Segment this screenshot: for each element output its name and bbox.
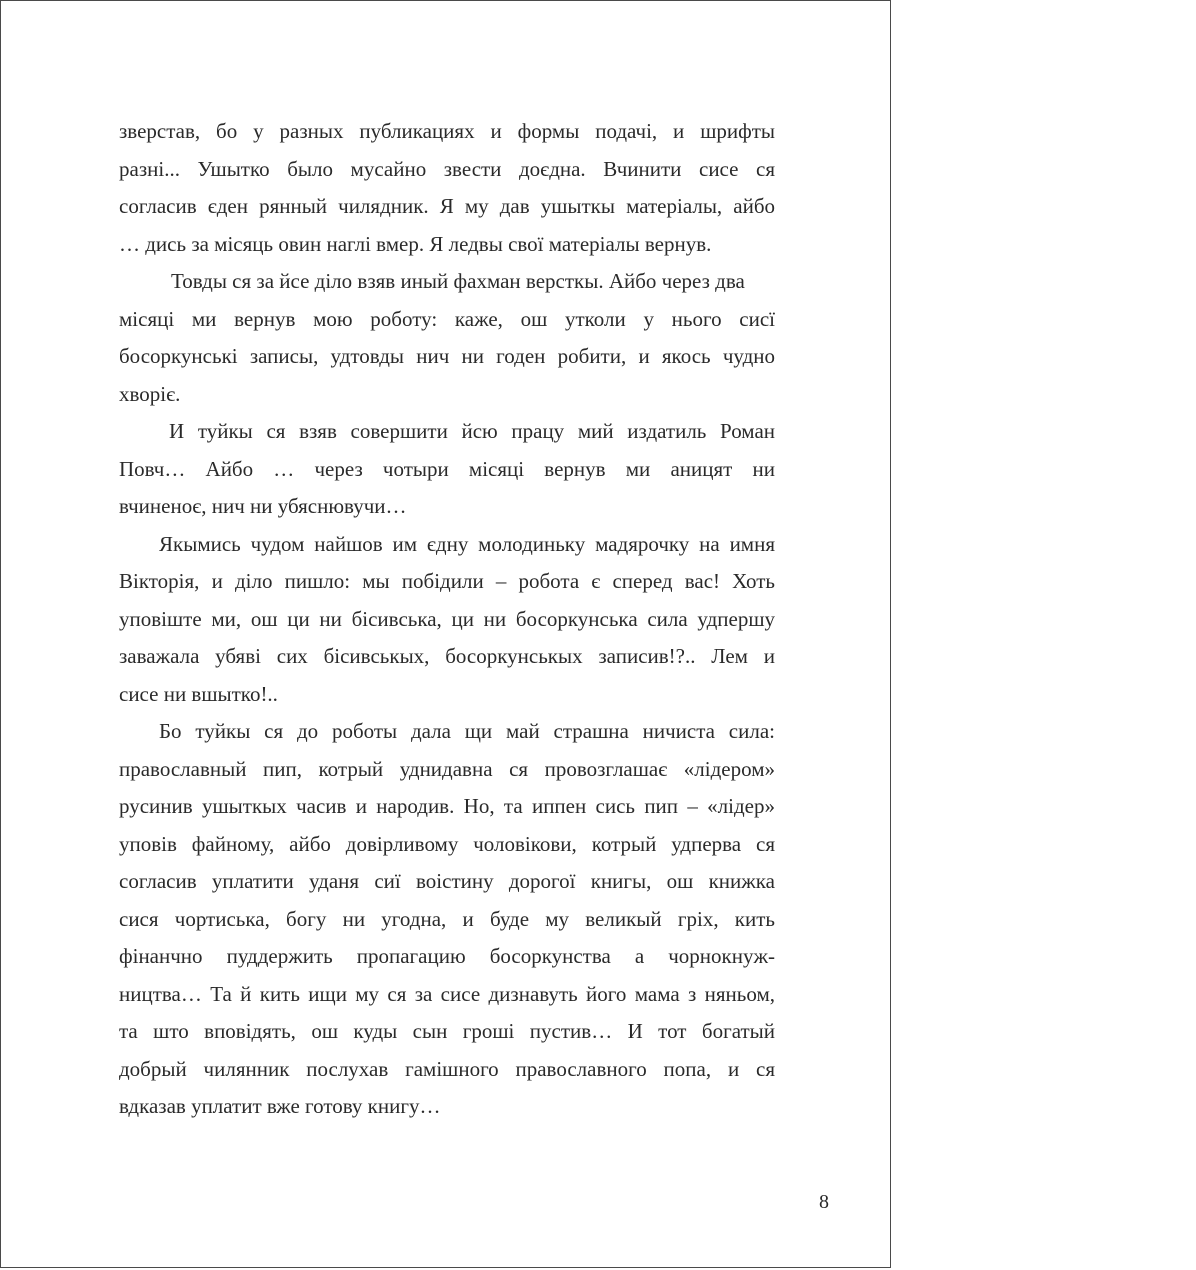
paragraph-4: [119, 526, 775, 714]
paragraph-2: [119, 263, 775, 413]
text-line: И туйкы ся взяв совершити йсю працу мий издатиль Роман: [169, 419, 775, 443]
page-number: 8: [819, 1191, 829, 1213]
text-line: добрый чилянник послухав гамішного православного попа, и ся: [119, 1056, 775, 1081]
text-line: согласив уплатити уданя сиї воістину дорогої книгы, ош книжка: [119, 869, 775, 893]
text-line: та што вповідять, ош куды сын гроші пустив… И тот богатый: [119, 1019, 775, 1043]
text-line: вчиненоє, нич ни убяснювучи…: [119, 494, 407, 518]
text-line: зверстав, бо у разных публикациях и формы подачі, и шрифты: [119, 119, 775, 143]
text-line: сисе ни вшытко!..: [119, 681, 278, 706]
paragraph-1: [119, 113, 775, 263]
text-line: ництва… Та й кить ищи му ся за сисе дизнавуть його мама з няньом,: [119, 981, 775, 1006]
text-line: Товды ся за йсе діло взяв иный фахман версткы. Айбо через два: [171, 269, 745, 293]
text-line: разні... Ушытко было мусайно звести доєдна. Вчинити сисе ся: [119, 156, 775, 181]
text-line: православный пип, котрый уднидавна ся провозглашає «лідером»: [119, 756, 775, 781]
text-line: фінанчно пуддержить пропагацию босоркунства а чорнокнyж-: [119, 944, 775, 968]
body-text: [119, 113, 775, 1126]
text-line: … дись за місяць овин наглі вмер. Я ледвы свої матеріалы вернув.: [119, 231, 712, 256]
text-line: уповіште ми, ош ци ни бісивська, ци ни босоркунська сила удпершу: [119, 606, 775, 631]
text-line: Повч… Айбо … через чотыри місяці вернув ми аницят ни: [119, 456, 775, 481]
text-line: Вікторія, и діло пишло: мы побідили – робота є сперед вас! Хоть: [119, 569, 775, 593]
text-line: вдказав уплатит вже готову книгу…: [119, 1094, 441, 1118]
paragraph-3: [119, 413, 775, 526]
text-line: босоркунські записы, удтовды нич ни годен робити, и якось чудно: [119, 344, 775, 368]
text-line: уповів файному, айбо довірливому чоловікови, котрый удперва ся: [119, 831, 775, 856]
text-line: Бо туйкы ся до роботы дала щи май страшна ничиста сила:: [159, 719, 775, 743]
text-line: Якымись чудом найшов им єдну молодиньку мадярочку на имня: [159, 531, 775, 556]
paragraph-5: [119, 713, 775, 1126]
text-line: согласив єден рянный чилядник. Я му дав ушыткы матеріалы, айбо: [119, 194, 775, 218]
text-line: заважала убяві сих бісивськых, босоркунськых записив!?.. Лем и: [119, 644, 775, 668]
text-line: місяці ми вернув мою роботу: каже, ош утколи у нього сисї: [119, 306, 775, 331]
text-line: русинив ушыткых часив и народив. Но, та иппен сись пип – «лідер»: [119, 794, 775, 818]
text-line: хворіє.: [119, 381, 181, 406]
text-line: сися чортиська, богу ни угодна, и буде му великый гріх, кить: [119, 906, 775, 931]
